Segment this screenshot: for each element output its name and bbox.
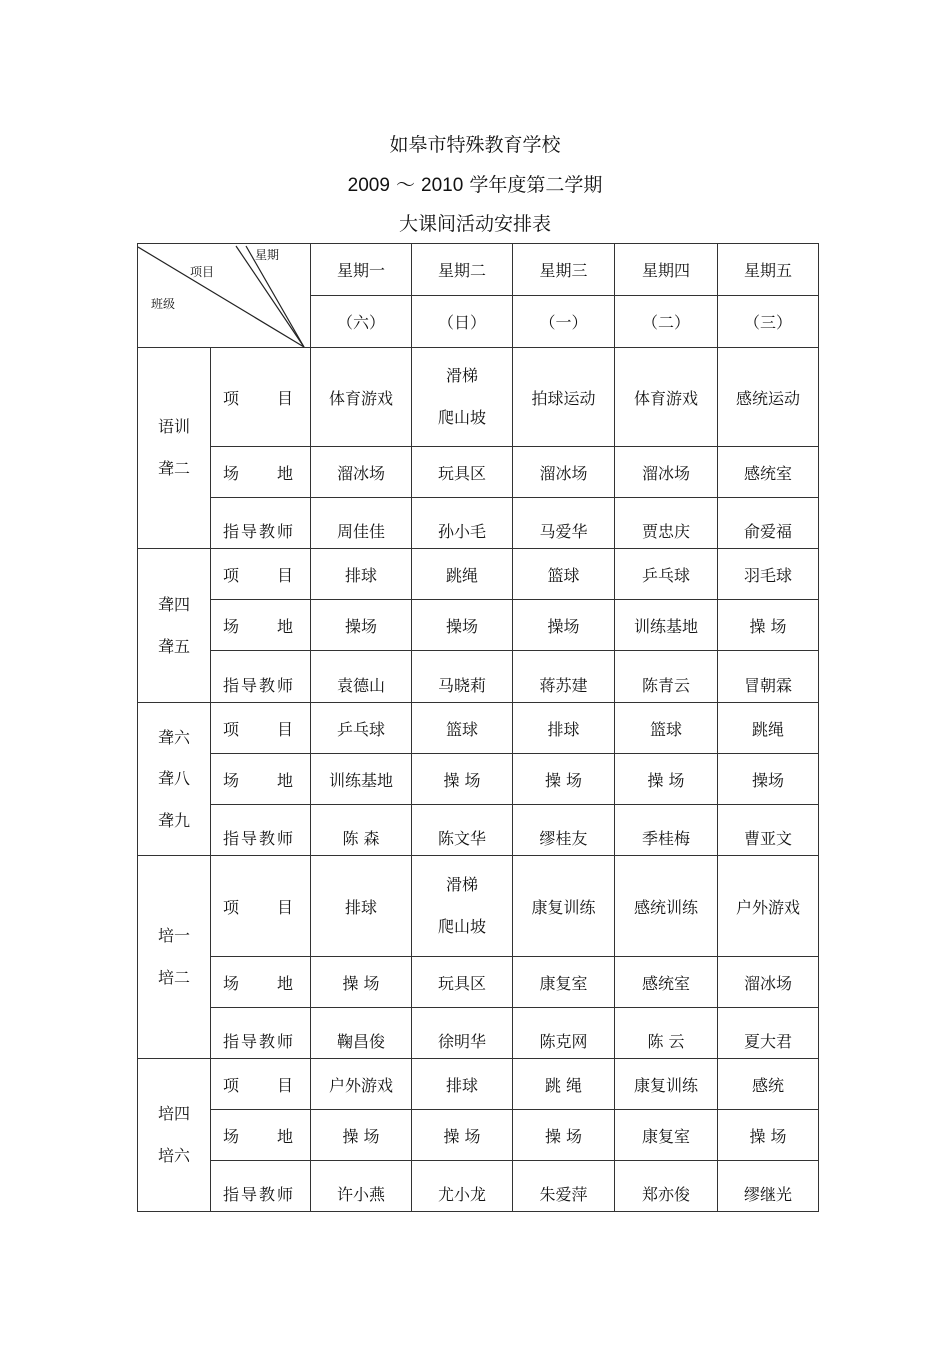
teacher-cell: 夏大君 bbox=[718, 1008, 819, 1059]
teacher-cell: 陈青云 bbox=[615, 651, 718, 703]
field-label-text: 指导教师 bbox=[223, 829, 293, 848]
item-cell: 篮球 bbox=[615, 703, 718, 754]
item-cell: 排球 bbox=[311, 856, 412, 957]
item-cell: 篮球 bbox=[513, 549, 615, 600]
item-cell: 感统运动 bbox=[718, 348, 819, 447]
item-cell-text: 滑梯 bbox=[445, 366, 478, 386]
item-cell: 羽毛球 bbox=[718, 549, 819, 600]
teacher-cell: 马晓莉 bbox=[412, 651, 513, 703]
table-row bbox=[138, 805, 819, 856]
school-title: 如皋市特殊教育学校 bbox=[389, 134, 561, 156]
table-row bbox=[138, 1161, 819, 1212]
field-label-teacher bbox=[211, 1161, 311, 1212]
table-row bbox=[138, 754, 819, 805]
venue-cell: 操 场 bbox=[412, 754, 513, 805]
corner-item-label: 项目 bbox=[190, 265, 215, 279]
venue-cell: 操 场 bbox=[513, 754, 615, 805]
table-row bbox=[138, 1059, 819, 1110]
class-name: 培六 bbox=[157, 1146, 190, 1165]
item-cell: 康复训练 bbox=[513, 856, 615, 957]
item-cell: 排球 bbox=[513, 703, 615, 754]
table-row bbox=[138, 1110, 819, 1161]
field-label-item bbox=[211, 703, 311, 754]
teacher-cell: 徐明华 bbox=[412, 1008, 513, 1059]
item-cell-text: 滑梯 bbox=[445, 875, 478, 895]
teacher-cell: 蒋苏建 bbox=[513, 651, 615, 703]
weekday-cell: 星期一 bbox=[311, 244, 412, 296]
venue-cell: 操场 bbox=[311, 600, 412, 651]
venue-cell: 康复室 bbox=[615, 1110, 718, 1161]
class-name: 聋六 bbox=[157, 727, 190, 747]
weekday-sub-cell: （一） bbox=[513, 296, 615, 348]
class-group-cell bbox=[138, 549, 211, 703]
teacher-cell: 尤小龙 bbox=[412, 1161, 513, 1212]
class-name: 聋九 bbox=[157, 810, 190, 830]
venue-cell: 操 场 bbox=[718, 1110, 819, 1161]
table-row bbox=[138, 856, 819, 957]
class-group-cell bbox=[138, 703, 211, 856]
field-label-teacher bbox=[211, 1008, 311, 1059]
corner-class-label: 班级 bbox=[151, 297, 176, 311]
field-label-text: 项目 bbox=[223, 1075, 293, 1095]
venue-cell: 操场 bbox=[412, 600, 513, 651]
item-cell-text: 爬山坡 bbox=[437, 408, 486, 427]
item-cell: 体育游戏 bbox=[615, 348, 718, 447]
venue-cell: 训练基地 bbox=[311, 754, 412, 805]
teacher-cell: 鞠昌俊 bbox=[311, 1008, 412, 1059]
class-name: 聋五 bbox=[157, 636, 190, 656]
weekday-sub-cell: （日） bbox=[412, 296, 513, 348]
venue-cell: 康复室 bbox=[513, 957, 615, 1008]
class-name: 培四 bbox=[157, 1104, 190, 1124]
venue-cell: 操 场 bbox=[311, 957, 412, 1008]
teacher-cell: 陈克网 bbox=[513, 1008, 615, 1059]
class-name: 聋二 bbox=[157, 459, 190, 478]
field-label-venue bbox=[211, 600, 311, 651]
venue-cell: 训练基地 bbox=[615, 600, 718, 651]
teacher-cell: 许小燕 bbox=[311, 1161, 412, 1212]
class-group-cell bbox=[138, 1059, 211, 1212]
teacher-cell: 周佳佳 bbox=[311, 498, 412, 549]
table-row bbox=[138, 549, 819, 600]
field-label-text: 场地 bbox=[223, 770, 293, 790]
teacher-cell: 贾忠庆 bbox=[615, 498, 718, 549]
table-title: 大课间活动安排表 bbox=[398, 213, 551, 235]
venue-cell: 操 场 bbox=[718, 600, 819, 651]
teacher-cell: 缪继光 bbox=[718, 1161, 819, 1212]
item-cell: 感统训练 bbox=[615, 856, 718, 957]
header-row bbox=[138, 244, 819, 296]
teacher-cell: 郑亦俊 bbox=[615, 1161, 718, 1212]
weekday-sub-cell: （二） bbox=[615, 296, 718, 348]
corner-weekday-label: 星期 bbox=[255, 248, 280, 262]
table-row bbox=[138, 703, 819, 754]
field-label-venue bbox=[211, 754, 311, 805]
field-label-item bbox=[211, 1059, 311, 1110]
field-label-text: 指导教师 bbox=[223, 522, 293, 541]
item-cell: 跳绳 bbox=[412, 549, 513, 600]
class-name: 培二 bbox=[157, 968, 190, 987]
year-start: 2009 bbox=[347, 175, 390, 196]
field-label-text: 项目 bbox=[223, 719, 293, 739]
item-cell: 户外游戏 bbox=[718, 856, 819, 957]
venue-cell: 溜冰场 bbox=[718, 957, 819, 1008]
weekday-cell: 星期二 bbox=[412, 244, 513, 296]
weekday-cell: 星期三 bbox=[513, 244, 615, 296]
item-cell: 排球 bbox=[311, 549, 412, 600]
item-cell: 篮球 bbox=[412, 703, 513, 754]
teacher-cell: 冒朝霖 bbox=[718, 651, 819, 703]
item-cell: 排球 bbox=[412, 1059, 513, 1110]
item-cell: 体育游戏 bbox=[311, 348, 412, 447]
item-cell: 拍球运动 bbox=[513, 348, 615, 447]
field-label-teacher bbox=[211, 651, 311, 703]
field-label-text: 项目 bbox=[223, 565, 293, 585]
venue-cell: 操 场 bbox=[615, 754, 718, 805]
weekday-sub-cell: （六） bbox=[311, 296, 412, 348]
item-cell: 户外游戏 bbox=[311, 1059, 412, 1110]
term-label: 学年度第二学期 bbox=[469, 174, 603, 196]
venue-cell: 操 场 bbox=[412, 1110, 513, 1161]
year-separator: ～ bbox=[395, 174, 415, 196]
weekday-cell: 星期五 bbox=[718, 244, 819, 296]
corner-cell bbox=[138, 244, 311, 348]
class-name: 聋八 bbox=[157, 769, 190, 789]
class-name: 语训 bbox=[157, 417, 190, 437]
field-label-text: 项目 bbox=[223, 388, 293, 408]
field-label-text: 场地 bbox=[223, 616, 293, 636]
table-row bbox=[138, 957, 819, 1008]
weekday-cell: 星期四 bbox=[615, 244, 718, 296]
item-cell: 康复训练 bbox=[615, 1059, 718, 1110]
field-label-text: 场地 bbox=[223, 973, 293, 993]
table-row bbox=[138, 600, 819, 651]
item-cell bbox=[412, 856, 513, 957]
field-label-item bbox=[211, 856, 311, 957]
item-cell bbox=[412, 348, 513, 447]
teacher-cell: 缪桂友 bbox=[513, 805, 615, 856]
teacher-cell: 马爱华 bbox=[513, 498, 615, 549]
field-label-venue bbox=[211, 447, 311, 498]
field-label-text: 场地 bbox=[223, 1126, 293, 1146]
schedule-body bbox=[138, 244, 819, 1212]
table-row bbox=[138, 447, 819, 498]
teacher-cell: 陈文华 bbox=[412, 805, 513, 856]
teacher-cell: 孙小毛 bbox=[412, 498, 513, 549]
class-name: 培一 bbox=[157, 926, 190, 946]
item-cell: 乒乓球 bbox=[615, 549, 718, 600]
table-row bbox=[138, 1008, 819, 1059]
venue-cell: 操 场 bbox=[513, 1110, 615, 1161]
item-cell: 跳绳 bbox=[718, 703, 819, 754]
class-group-cell bbox=[138, 856, 211, 1059]
item-cell: 乒乓球 bbox=[311, 703, 412, 754]
venue-cell: 溜冰场 bbox=[311, 447, 412, 498]
venue-cell: 操场 bbox=[718, 754, 819, 805]
term-title bbox=[0, 170, 950, 197]
field-label-text: 项目 bbox=[223, 897, 293, 917]
field-label-item bbox=[211, 348, 311, 447]
class-group-cell bbox=[138, 348, 211, 549]
item-cell: 跳 绳 bbox=[513, 1059, 615, 1110]
venue-cell: 溜冰场 bbox=[615, 447, 718, 498]
venue-cell: 溜冰场 bbox=[513, 447, 615, 498]
table-row bbox=[138, 651, 819, 703]
field-label-text: 指导教师 bbox=[223, 1032, 293, 1051]
teacher-cell: 俞爱福 bbox=[718, 498, 819, 549]
teacher-cell: 季桂梅 bbox=[615, 805, 718, 856]
field-label-text: 指导教师 bbox=[223, 676, 293, 695]
venue-cell: 感统室 bbox=[718, 447, 819, 498]
field-label-text: 场地 bbox=[223, 463, 293, 483]
venue-cell: 玩具区 bbox=[412, 957, 513, 1008]
venue-cell: 玩具区 bbox=[412, 447, 513, 498]
venue-cell: 感统室 bbox=[615, 957, 718, 1008]
teacher-cell: 朱爱萍 bbox=[513, 1161, 615, 1212]
table-row bbox=[138, 498, 819, 549]
field-label-teacher bbox=[211, 498, 311, 549]
venue-cell: 操 场 bbox=[311, 1110, 412, 1161]
teacher-cell: 陈 云 bbox=[615, 1008, 718, 1059]
teacher-cell: 曹亚文 bbox=[718, 805, 819, 856]
year-end: 2010 bbox=[421, 175, 464, 196]
item-cell: 感统 bbox=[718, 1059, 819, 1110]
field-label-venue bbox=[211, 957, 311, 1008]
weekday-sub-cell: （三） bbox=[718, 296, 819, 348]
teacher-cell: 袁德山 bbox=[311, 651, 412, 703]
field-label-item bbox=[211, 549, 311, 600]
venue-cell: 操场 bbox=[513, 600, 615, 651]
class-name: 聋四 bbox=[157, 594, 190, 614]
field-label-teacher bbox=[211, 805, 311, 856]
teacher-cell: 陈 森 bbox=[311, 805, 412, 856]
item-cell-text: 爬山坡 bbox=[437, 917, 486, 936]
field-label-text: 指导教师 bbox=[223, 1185, 293, 1204]
schedule-table bbox=[137, 243, 819, 1212]
field-label-venue bbox=[211, 1110, 311, 1161]
table-row bbox=[138, 348, 819, 447]
